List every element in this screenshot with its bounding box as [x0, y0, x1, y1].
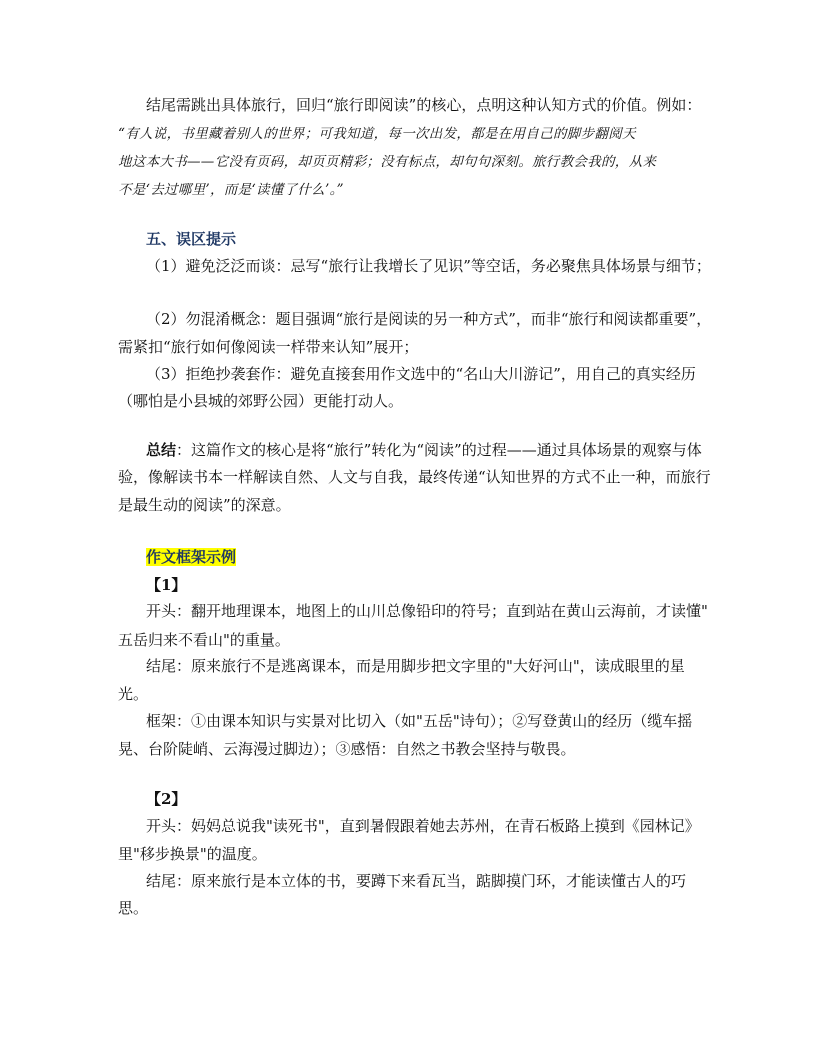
example-2-opening: 开头：妈妈总说我"读死书"，直到暑假跟着她去苏州，在青石板路上摸到《园林记》	[146, 817, 700, 835]
summary-line: 是最生动的阅读”的深意。	[118, 496, 291, 514]
example-1-ending: 结尾：原来旅行不是逃离课本，而是用脚步把文字里的"大好河山"，读成眼里的星	[146, 657, 685, 675]
example-1-ending-cont: 光。	[118, 685, 149, 703]
conclusion-quote-line: 不是‘去过哪里’，而是‘读懂了什么’。”	[118, 182, 344, 198]
summary-line: 验，像解读书本一样解读自然、人文与自我，最终传递“认知世界的方式不止一种，而旅行	[118, 468, 711, 486]
summary-text: ：这篇作文的核心是将“旅行”转化为“阅读”的过程——通过具体场景的观察与体	[176, 441, 702, 459]
conclusion-quote-line: 地这本大书——它没有页码，却页页精彩；没有标点，却句句深刻。旅行教会我的，从来	[118, 154, 657, 170]
framework-heading-text: 作文框架示例	[146, 548, 237, 566]
example-1-framework: 框架：①由课本知识与实景对比切入（如"五岳"诗句）；②写登黄山的经历（缆车摇	[146, 712, 693, 730]
example-2-label: 【2】	[146, 790, 187, 808]
mistake-item-3: （3）拒绝抄袭套作：避免直接套用作文选中的“名山大川游记”，用自己的真实经历	[146, 365, 696, 383]
framework-heading	[146, 547, 236, 567]
example-2-ending: 结尾：原来旅行是本立体的书，要蹲下来看瓦当，踮脚摸门环，才能读懂古人的巧	[146, 872, 687, 890]
example-2-ending-cont: 思。	[118, 899, 149, 917]
conclusion-intro: 结尾需跳出具体旅行，回归“旅行即阅读”的核心，点明这种认知方式的价值。例如：	[146, 96, 702, 114]
mistakes-heading: 五、误区提示	[146, 230, 237, 248]
example-1-label: 【1】	[146, 576, 187, 594]
summary-line	[146, 440, 702, 460]
mistake-item-3-cont: （哪怕是小县城的郊野公园）更能打动人。	[118, 392, 404, 410]
mistake-item-2: （2）勿混淆概念：题目强调“旅行是阅读的另一种方式”，而非“旅行和阅读都重要”，	[146, 310, 712, 328]
example-1-opening: 开头：翻开地理课本，地图上的山川总像铅印的符号；直到站在黄山云海前，才读懂"	[146, 602, 708, 620]
example-1-opening-cont: 五岳归来不看山"的重量。	[118, 631, 290, 649]
conclusion-quote-line: “有人说，书里藏着别人的世界；可我知道，每一次出发，都是在用自己的脚步翻阅天	[118, 126, 636, 142]
example-2-opening-cont: 里"移步换景"的温度。	[118, 845, 267, 863]
mistake-item-1: （1）避免泛泛而谈：忌写“旅行让我增长了见识”等空话，务必聚焦具体场景与细节；	[146, 257, 711, 275]
example-1-framework-cont: 晃、台阶陡峭、云海漫过脚边）；③感悟：自然之书教会坚持与敬畏。	[118, 740, 576, 758]
mistake-item-2-cont: 需紧扣“旅行如何像阅读一样带来认知”展开；	[118, 338, 419, 356]
summary-label: 总结	[146, 441, 177, 459]
